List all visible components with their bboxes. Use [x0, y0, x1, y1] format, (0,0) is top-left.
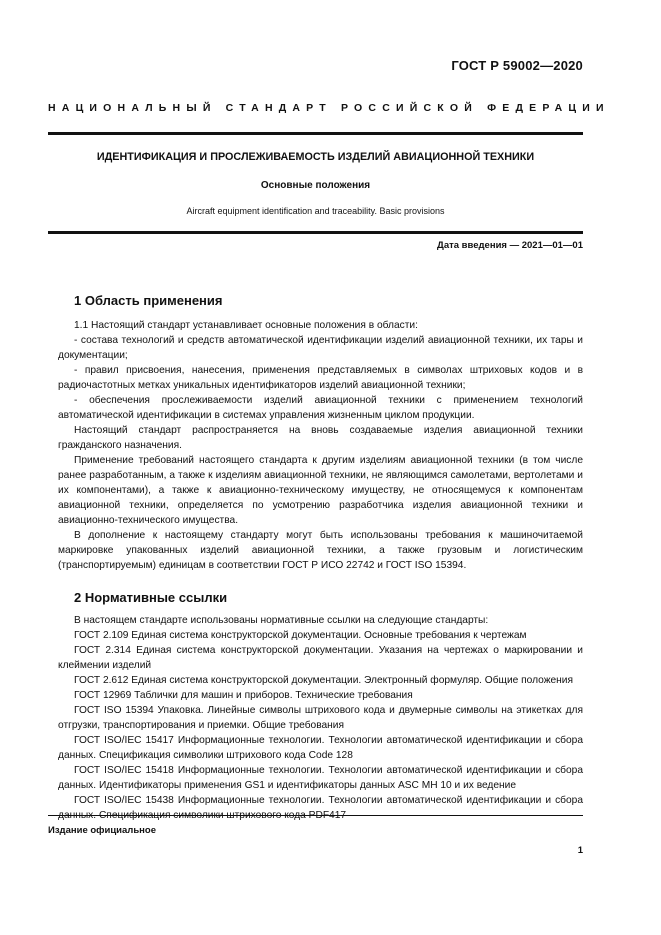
section-1-paragraph: Настоящий стандарт распространяется на вновь создаваемые изделия авиационной техники гражданского назначения.	[58, 425, 583, 451]
edition-label: Издание официальное	[48, 825, 156, 836]
footer-divider	[48, 815, 583, 816]
section-1-paragraph: - правил присвоения, нанесения, применения представляемых в символах штриховых кодов и в радиочастотных метках уникальных идентификаторов изделий авиационной техники;	[58, 365, 583, 391]
section-1-paragraph: - состава технологий и средств автоматической идентификации изделий авиационной техники, их тары и документации;	[58, 335, 583, 361]
national-standard-banner: НАЦИОНАЛЬНЫЙ СТАНДАРТ РОССИЙСКОЙ ФЕДЕРАЦИИ	[48, 102, 610, 114]
normative-reference: ГОСТ 12969 Таблички для машин и приборов. Технические требования	[74, 690, 413, 701]
normative-reference: ГОСТ 2.109 Единая система конструкторской документации. Основные требования к чертежам	[74, 630, 527, 641]
section-1-paragraph: - обеспечения прослеживаемости изделий авиационной техники с применением технологий автоматической идентификации в системах управления жизненным циклом продукции.	[58, 395, 583, 421]
header-divider	[48, 132, 583, 135]
document-code: ГОСТ Р 59002—2020	[451, 58, 583, 73]
introduction-date: Дата введения — 2021—01—01	[437, 240, 583, 251]
normative-reference: ГОСТ 2.612 Единая система конструкторской документации. Электронный формуляр. Общие положения	[74, 675, 574, 686]
section-1-paragraph: 1.1 Настоящий стандарт устанавливает основные положения в области:	[74, 320, 418, 331]
section-1-paragraph: Применение требований настоящего стандарта к другим изделиям авиационной техники (в том числе ранее разработанным, а также к изделиям авиационной техники, не являющимся самолетами, вертолетами и их компонентами), а также к авиационно-техническому имуществу, не относящемуся к компонентам авиационной техники, определяется по усмотрению разработчика изделия авиационной техники и авиационно-технического имущества.	[58, 455, 583, 526]
section-1-heading: 1 Область применения	[74, 293, 223, 308]
normative-reference: ГОСТ ISO/IEC 15438 Информационные технологии. Технологии автоматической идентификации и сбора	[74, 795, 583, 806]
title-divider	[48, 231, 583, 234]
normative-reference: ГОСТ ISO 15394 Упаковка. Линейные символы штрихового кода и двумерные символы на этикетках для отгрузки, транспортирования и приемки. Общие требования	[58, 705, 583, 731]
document-subtitle: Основные положения	[260, 180, 371, 191]
normative-reference: ГОСТ ISO/IEC 15417 Информационные технологии. Технологии автоматической идентификации и сбора данных. Спецификация символики штрихового кода Code 128	[58, 735, 583, 761]
normative-reference: ГОСТ 2.314 Единая система конструкторской документации. Указания на чертежах о маркировании и клеймении изделий	[58, 645, 583, 671]
page-number: 1	[577, 845, 583, 856]
main-content	[58, 290, 583, 823]
section-2-heading: 2 Нормативные ссылки	[74, 590, 228, 605]
english-title: Aircraft equipment identification and traceability. Basic provisions	[186, 206, 445, 216]
document-title: ИДЕНТИФИКАЦИЯ И ПРОСЛЕЖИВАЕМОСТЬ ИЗДЕЛИЙ АВИАЦИОННОЙ ТЕХНИКИ	[96, 151, 535, 163]
normative-reference: В настоящем стандарте использованы нормативные ссылки на следующие стандарты:	[74, 615, 489, 626]
section-1-paragraph: В дополнение к настоящему стандарту могут быть использованы требования к машиночитаемой маркировке упакованных изделий авиационной техники, а также грузовым и логистическим (транспортируемым) единицам в соответствии ГОСТ Р ИСО 22742 и ГОСТ ISO 15394.	[58, 530, 583, 571]
normative-reference: ГОСТ ISO/IEC 15418 Информационные технологии. Технологии автоматической идентификации и сбора данных. Идентификаторы применения GS1 и идентификаторы данных ASC MH 10 и их ведение	[58, 765, 583, 791]
